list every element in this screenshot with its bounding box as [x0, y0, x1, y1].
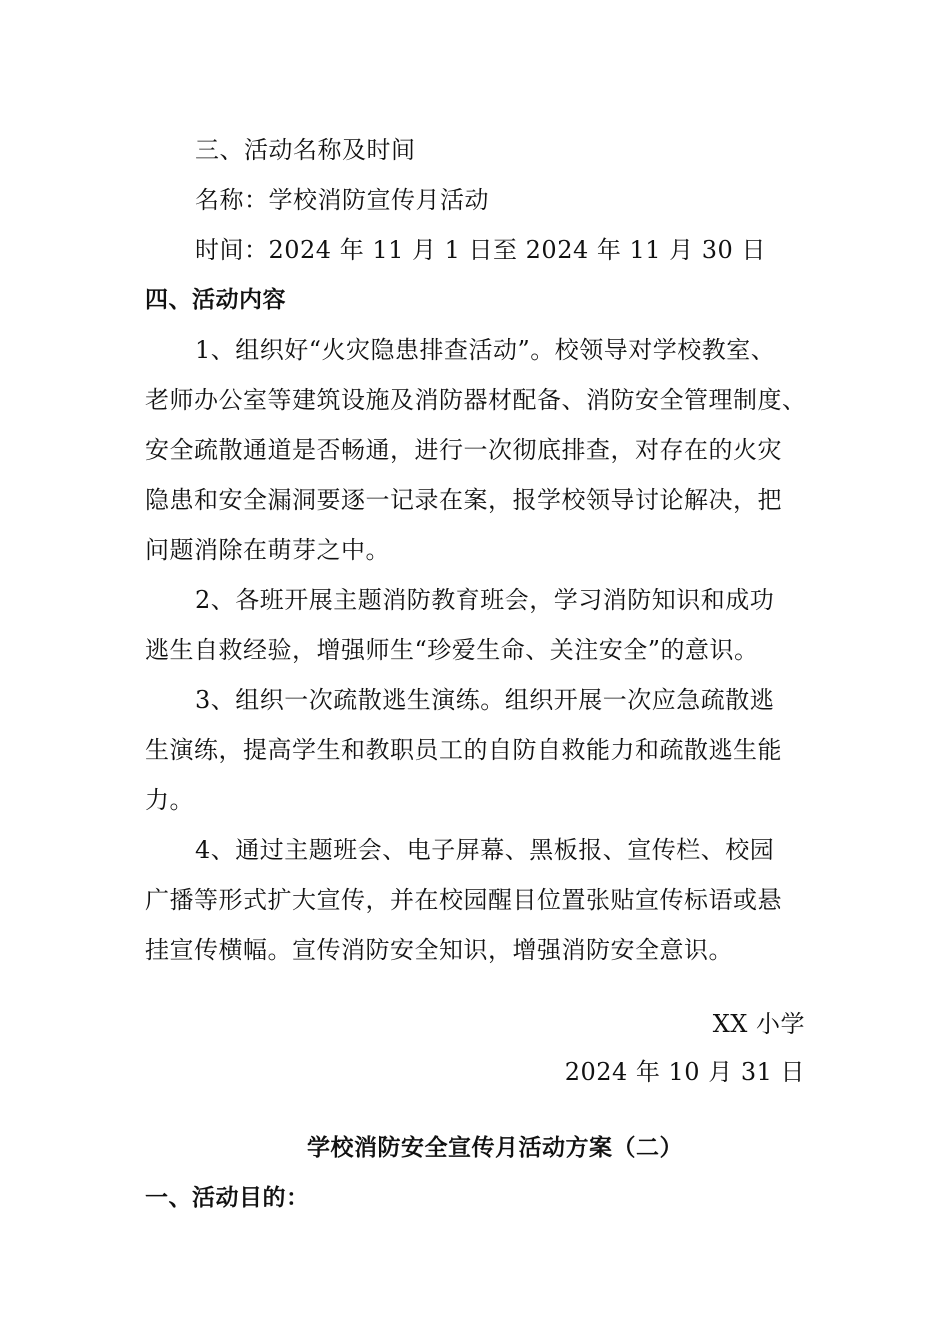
activity-name-line: 名称：学校消防宣传月活动 [195, 186, 489, 214]
item3-line: 3、组织一次疏散逃生演练。组织开展一次应急疏散逃 [195, 686, 775, 714]
item2-line: 逃生自救经验，增强师生“珍爱生命、关注安全”的意识。 [145, 636, 759, 664]
signature-org: XX 小学 [712, 1010, 805, 1038]
item3-line: 生演练，提高学生和教职员工的自防自救能力和疏散逃生能 [145, 736, 782, 764]
item1-line: 隐患和安全漏洞要逐一记录在案，报学校领导讨论解决，把 [145, 486, 782, 514]
item3-line: 力。 [145, 786, 194, 814]
document-title: 学校消防安全宣传月活动方案（二） [307, 1135, 683, 1161]
item4-line: 挂宣传横幅。宣传消防安全知识，增强消防安全意识。 [145, 936, 733, 964]
item2-line: 2、各班开展主题消防教育班会，学习消防知识和成功 [195, 586, 775, 614]
item4-line: 4、通过主题班会、电子屏幕、黑板报、宣传栏、校园 [195, 836, 775, 864]
item1-line: 老师办公室等建筑设施及消防器材配备、消防安全管理制度、 [145, 386, 807, 414]
signature-date: 2024 年 10 月 31 日 [564, 1058, 805, 1086]
purpose-heading: 一、活动目的： [145, 1185, 310, 1211]
activity-time-line: 时间：2024 年 11 月 1 日至 2024 年 11 月 30 日 [195, 236, 766, 264]
item1-line: 1、组织好“火灾隐患排查活动”。校领导对学校教室、 [195, 336, 776, 364]
item1-line: 安全疏散通道是否畅通，进行一次彻底排查，对存在的火灾 [145, 436, 782, 464]
item1-line: 问题消除在萌芽之中。 [145, 536, 390, 564]
item4-line: 广播等形式扩大宣传，并在校园醒目位置张贴宣传标语或悬 [145, 886, 782, 914]
section3-heading: 三、活动名称及时间 [195, 136, 416, 164]
section4-heading: 四、活动内容 [145, 287, 286, 313]
